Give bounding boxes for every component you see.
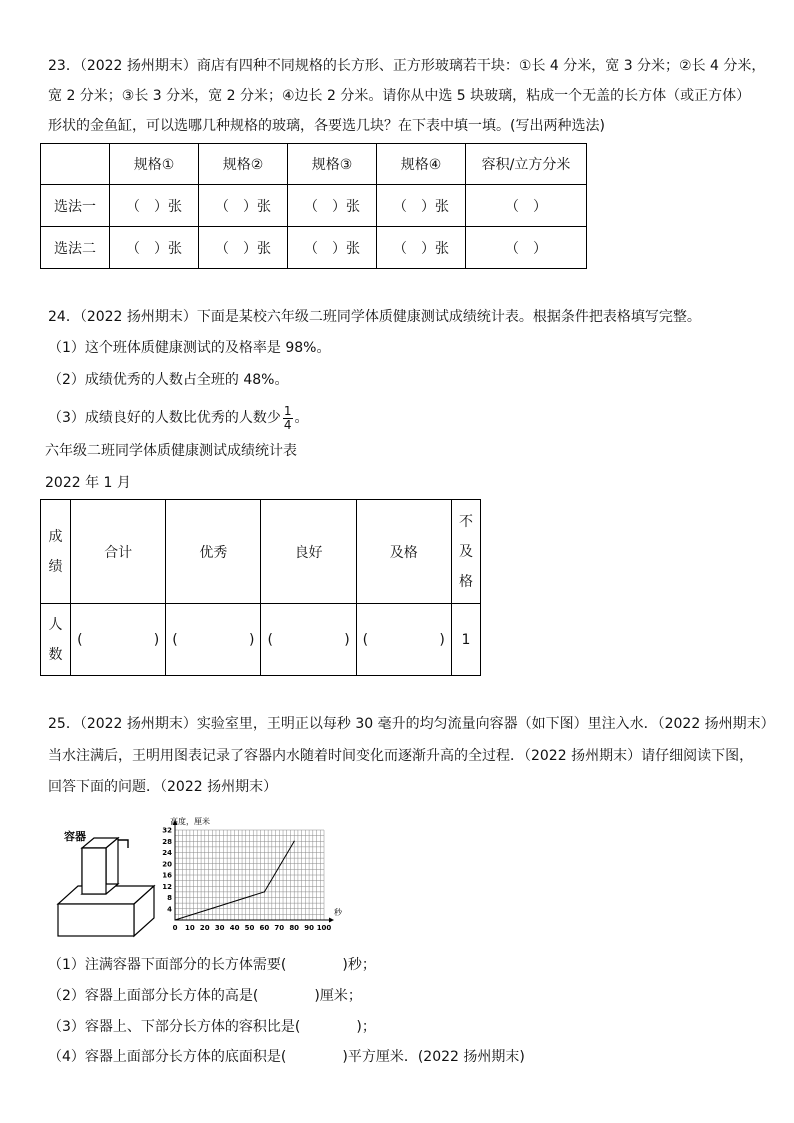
q24-fail-char: 及 (458, 543, 473, 560)
water-height-chart (158, 815, 358, 937)
q24-table-date: 2022 年 1 月 (45, 475, 131, 491)
q23-blank-cell[interactable]: （ ）张 (288, 227, 377, 269)
q23-blank-cell[interactable]: （ ）张 (377, 227, 466, 269)
y-tick-label: 28 (162, 837, 172, 846)
fraction-denominator: 4 (283, 417, 292, 432)
q23-header-blank (41, 144, 110, 185)
container-figure (50, 820, 160, 940)
q25-line-3: 回答下面的问题．（2022 扬州期末） (48, 779, 278, 795)
q24-fail-value: 1 (451, 604, 480, 676)
paren-right: ) (153, 631, 160, 648)
x-tick-label: 20 (199, 924, 210, 932)
q24-total-input[interactable] (71, 604, 166, 676)
q23-header-spec2: 规格② (199, 144, 288, 185)
paren-right: ) (344, 631, 350, 648)
q24-intro: 24．（2022 扬州期末）下面是某校六年级二班同学体质健康测试成绩统计表。根据条件把表格填写完整。 (48, 309, 701, 325)
q23-row-label: 选法二 (41, 227, 110, 269)
x-tick-label: 60 (259, 924, 270, 932)
q24-condition-2: （2）成绩优秀的人数占全班的 48%。 (48, 372, 289, 388)
fraction-numerator: 1 (283, 403, 292, 418)
paren-left: ( (77, 631, 83, 648)
q24-pass-input[interactable] (356, 604, 451, 676)
q23-header-spec1: 规格① (110, 144, 199, 185)
y-tick-label: 20 (162, 860, 172, 869)
q25-line-2: 当水注满后，王明用图表记录了容器内水随着时间变化而逐渐升高的全过程．（2022 扬州期末）请仔细阅读下图， (48, 748, 754, 764)
chart-y-axis-label: 高度，厘米 (170, 817, 210, 826)
q25-question-2: （2）容器上面部分长方体的高是( )厘米； (48, 988, 362, 1004)
q23-line-1: 23．（2022 扬州期末）商店有四种不同规格的长方形、正方形玻璃若干块：①长 4 分米，宽 3 分米；②长 4 分米， (48, 58, 766, 74)
x-tick-label: 30 (214, 924, 225, 932)
y-tick-label: 12 (162, 882, 172, 891)
paren-right: ) (249, 631, 255, 648)
y-tick-label: 16 (162, 871, 172, 880)
q23-blank-cell[interactable]: （ ）张 (199, 185, 288, 227)
y-tick-label: 24 (162, 849, 172, 857)
q23-header-spec4: 规格④ (377, 144, 466, 185)
q23-blank-cell[interactable]: （ ）张 (110, 227, 199, 269)
q23-line-2: 宽 2 分米；③长 3 分米，宽 2 分米；④边长 2 分米。请你从中选 5 块玻璃，粘成一个无盖的长方体（或正方体） (48, 88, 751, 104)
x-tick-label: 90 (304, 924, 314, 932)
q24-header-excellent: 优秀 (166, 500, 261, 604)
paren-right: ) (439, 631, 445, 648)
q24-good-input[interactable] (261, 604, 356, 676)
q24-row-char: 人 (48, 616, 63, 633)
q25-line-1: 25．（2022 扬州期末）实验室里，王明正以每秒 30 毫升的均匀流量向容器（如下图）里注入水．（2022 扬州期末） (48, 716, 775, 732)
upper-box-front-overlay (82, 848, 106, 894)
y-tick-label: 8 (167, 894, 172, 902)
x-tick-label: 80 (289, 924, 300, 932)
y-tick-label: 32 (162, 826, 172, 835)
q23-row-label: 选法一 (41, 185, 110, 227)
q24-fail-char: 格 (458, 573, 473, 590)
q24-head-char: 成 (48, 528, 63, 545)
q23-table (40, 143, 587, 269)
q23-line-3: 形状的金鱼缸，可以选哪几种规格的玻璃，各要选几块？在下表中填一填。(写出两种选法) (48, 118, 605, 134)
fraction (283, 405, 293, 432)
q24-condition-3-text: （3）成绩良好的人数比优秀的人数少 (48, 410, 281, 426)
q25-question-1: （1）注满容器下面部分的长方体需要( )秒； (48, 957, 376, 973)
paren-left: ( (267, 631, 273, 648)
x-tick-label: 50 (244, 924, 255, 932)
x-tick-label: 100 (316, 924, 332, 932)
q23-blank-cell[interactable]: （ ）张 (377, 185, 466, 227)
paren-left: ( (172, 631, 178, 648)
q24-table (40, 499, 481, 676)
q24-table-title: 六年级二班同学体质健康测试成绩统计表 (45, 443, 297, 459)
q25-question-4: （4）容器上面部分长方体的底面积是( )平方厘米．(2022 扬州期末) (48, 1049, 525, 1065)
q24-head-label (41, 500, 71, 604)
q24-header-good: 良好 (261, 500, 356, 604)
q23-header-spec3: 规格③ (288, 144, 377, 185)
q24-condition-3 (48, 404, 309, 432)
q23-row-method1 (41, 185, 587, 227)
q24-header-total: 合计 (71, 500, 166, 604)
q23-volume-cell[interactable]: （ ） (466, 185, 587, 227)
q24-fail-char: 不 (458, 513, 473, 530)
q23-volume-cell[interactable]: （ ） (466, 227, 587, 269)
x-tick-label: 40 (229, 924, 240, 932)
q23-blank-cell[interactable]: （ ）张 (110, 185, 199, 227)
q24-row-char: 数 (48, 646, 63, 663)
y-tick-label: 4 (167, 905, 172, 914)
chart-x-axis-label: 秒 (334, 908, 342, 917)
q23-blank-cell[interactable]: （ ）张 (199, 227, 288, 269)
paren-left: ( (362, 631, 369, 648)
x-tick-label: 10 (185, 924, 195, 932)
q24-condition-3-end: 。 (294, 410, 309, 426)
container-label: 容器 (64, 830, 86, 843)
q24-excellent-input[interactable] (166, 604, 261, 676)
q24-row-label (41, 604, 71, 676)
q24-head-char: 绩 (48, 558, 63, 575)
q25-question-3: （3）容器上、下部分长方体的容积比是( )； (48, 1019, 376, 1035)
chart-grid (175, 830, 324, 920)
q23-blank-cell[interactable]: （ ）张 (288, 185, 377, 227)
q24-count-row (41, 604, 481, 676)
q23-header-volume: 容积/立方分米 (466, 144, 587, 185)
x-axis-arrow (329, 918, 334, 923)
data-point (174, 919, 175, 920)
q24-header-fail (451, 500, 480, 604)
q24-condition-1: （1）这个班体质健康测试的及格率是 98%。 (48, 340, 331, 356)
data-point (294, 841, 295, 842)
x-tick-label: 0 (172, 924, 178, 932)
x-tick-label: 70 (274, 924, 285, 932)
q23-row-method2 (41, 227, 587, 269)
lower-box-front (58, 904, 134, 936)
data-point (264, 891, 265, 892)
q24-header-pass: 及格 (356, 500, 451, 604)
